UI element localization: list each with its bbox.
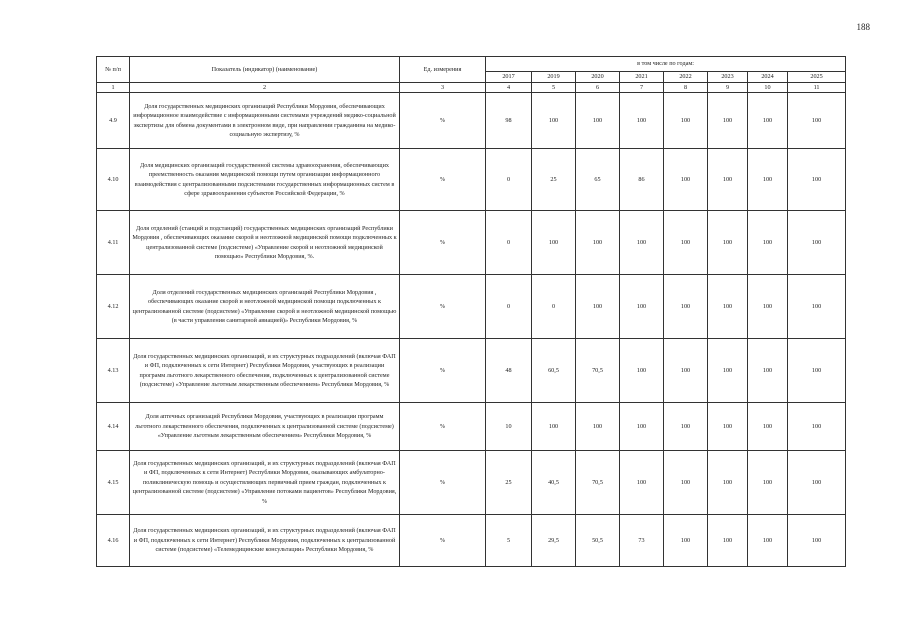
column-number: 5 [532, 82, 576, 93]
table-row [97, 339, 846, 403]
value-cell: 100 [748, 93, 788, 149]
value-cell: 100 [708, 211, 748, 275]
value-cell: 0 [486, 149, 532, 211]
header-year: 2017 [486, 72, 532, 83]
value-cell: 100 [620, 275, 664, 339]
value-cell: 100 [708, 339, 748, 403]
value-cell: 100 [788, 149, 846, 211]
value-cell: 100 [748, 403, 788, 451]
header-year: 2022 [664, 72, 708, 83]
value-cell: 100 [788, 451, 846, 515]
indicator-text: Доля государственных медицинских организаций, и их структурных подразделений (включая ФАП и ФП, подключенных к сети Интернет) Республики Мордовия, подключенных к централизованной системе (подсистеме) «Телемедицинские консультации» Республики Мордовия, % [130, 515, 400, 567]
unit-cell: % [400, 93, 486, 149]
header-num: № п/п [97, 57, 130, 83]
value-cell: 70,5 [576, 451, 620, 515]
value-cell: 100 [788, 211, 846, 275]
table-row [97, 211, 846, 275]
column-number: 2 [130, 82, 400, 93]
value-cell: 5 [486, 515, 532, 567]
value-cell: 100 [708, 149, 748, 211]
value-cell: 25 [532, 149, 576, 211]
table-row [97, 515, 846, 567]
value-cell: 100 [788, 93, 846, 149]
value-cell: 100 [788, 403, 846, 451]
value-cell: 100 [576, 403, 620, 451]
row-number: 4.13 [97, 339, 130, 403]
header-year: 2019 [532, 72, 576, 83]
value-cell: 100 [664, 339, 708, 403]
table-row [97, 275, 846, 339]
value-cell: 100 [664, 451, 708, 515]
table-row [97, 451, 846, 515]
header-year: 2023 [708, 72, 748, 83]
column-number: 3 [400, 82, 486, 93]
value-cell: 100 [620, 339, 664, 403]
value-cell: 100 [708, 403, 748, 451]
value-cell: 100 [664, 515, 708, 567]
value-cell: 100 [532, 403, 576, 451]
value-cell: 100 [748, 211, 788, 275]
unit-cell: % [400, 211, 486, 275]
row-number: 4.12 [97, 275, 130, 339]
header-year: 2020 [576, 72, 620, 83]
header-year: 2021 [620, 72, 664, 83]
value-cell: 100 [708, 451, 748, 515]
value-cell: 100 [664, 211, 708, 275]
value-cell: 100 [788, 515, 846, 567]
value-cell: 100 [576, 275, 620, 339]
column-number-row [97, 82, 846, 93]
column-number: 6 [576, 82, 620, 93]
column-number: 11 [788, 82, 846, 93]
row-number: 4.9 [97, 93, 130, 149]
indicator-text: Доля медицинских организаций государственной системы здравоохранения, обеспечивающих преемственность оказания медицинской помощи путем организации информационного взаимодействия с централизованными подсистемами государственных информационных систем в сфере здравоохранения субъектов Российской Федерации, % [130, 149, 400, 211]
value-cell: 100 [620, 451, 664, 515]
value-cell: 100 [748, 275, 788, 339]
value-cell: 98 [486, 93, 532, 149]
value-cell: 100 [576, 211, 620, 275]
value-cell: 100 [748, 451, 788, 515]
value-cell: 70,5 [576, 339, 620, 403]
value-cell: 100 [788, 339, 846, 403]
table-row [97, 403, 846, 451]
column-number: 4 [486, 82, 532, 93]
header-years-group: в том числе по годам: [486, 57, 846, 72]
value-cell: 48 [486, 339, 532, 403]
indicator-text: Доля отделений государственных медицинских организаций Республики Мордовия , обеспечивающих оказание скорой и неотложной медицинской помощи подключенных к централизованной системе (подсистеме) «Управление скорой и неотложной медицинской помощью (в части управления санитарной авиацией)» Республики Мордовия, % [130, 275, 400, 339]
value-cell: 86 [620, 149, 664, 211]
value-cell: 25 [486, 451, 532, 515]
table-body [97, 93, 846, 567]
value-cell: 0 [486, 275, 532, 339]
header-indicator: Показатель (индикатор) (наименование) [130, 57, 400, 83]
value-cell: 100 [664, 275, 708, 339]
value-cell: 100 [708, 275, 748, 339]
unit-cell: % [400, 275, 486, 339]
table-row [97, 149, 846, 211]
value-cell: 0 [532, 275, 576, 339]
unit-cell: % [400, 149, 486, 211]
value-cell: 100 [620, 403, 664, 451]
row-number: 4.16 [97, 515, 130, 567]
value-cell: 100 [748, 339, 788, 403]
value-cell: 10 [486, 403, 532, 451]
indicator-text: Доля аптечных организаций Республики Мордовия, участвующих в реализации программ льготного лекарственного обеспечения, подключенных к централизованной системе (подсистеме) «Управление льготным лекарственным обеспечением» Республики Мордовия, % [130, 403, 400, 451]
column-number: 7 [620, 82, 664, 93]
unit-cell: % [400, 403, 486, 451]
row-number: 4.15 [97, 451, 130, 515]
indicator-text: Доля государственных медицинских организаций, и их структурных подразделений (включая ФАП и ФП, подключенных к сети Интернет) Республики Мордовия, оказывающих амбулаторно-поликлиническую помощь и осуществляющих первичный прием граждан, подключенных к централизованной системе (подсистеме) «Управление потоками пациентов» Республики Мордовия, % [130, 451, 400, 515]
column-number: 8 [664, 82, 708, 93]
value-cell: 100 [664, 403, 708, 451]
value-cell: 100 [748, 515, 788, 567]
value-cell: 65 [576, 149, 620, 211]
value-cell: 100 [532, 93, 576, 149]
value-cell: 100 [708, 93, 748, 149]
indicator-text: Доля отделений (станций и подстанций) государственных медицинских организаций Республики Мордовия , обеспечивающих оказание скорой и неотложной медицинской помощи подключенных к централизованной системе (подсистеме) «Управление скорой и неотложной медицинской помощью» Республики Мордовия, %. [130, 211, 400, 275]
indicators-table [96, 56, 846, 567]
value-cell: 100 [664, 149, 708, 211]
unit-cell: % [400, 339, 486, 403]
row-number: 4.10 [97, 149, 130, 211]
value-cell: 100 [708, 515, 748, 567]
value-cell: 60,5 [532, 339, 576, 403]
value-cell: 0 [486, 211, 532, 275]
value-cell: 100 [620, 211, 664, 275]
header-year: 2025 [788, 72, 846, 83]
table-header [97, 57, 846, 93]
value-cell: 73 [620, 515, 664, 567]
unit-cell: % [400, 515, 486, 567]
header-year: 2024 [748, 72, 788, 83]
value-cell: 40,5 [532, 451, 576, 515]
value-cell: 100 [620, 93, 664, 149]
unit-cell: % [400, 451, 486, 515]
value-cell: 100 [748, 149, 788, 211]
indicator-text: Доля государственных медицинских организаций, и их структурных подразделений (включая ФАП и ФП, подключенных к сети Интернет) Республики Мордовия, участвующих в реализации программ льготного лекарственного обеспечения, подключенных к централизованной системе (подсистеме) «Управление льготным лекарственным обеспечением» Республики Мордовия, % [130, 339, 400, 403]
value-cell: 100 [576, 93, 620, 149]
value-cell: 29,5 [532, 515, 576, 567]
column-number: 1 [97, 82, 130, 93]
page-number: 188 [856, 22, 870, 32]
column-number: 9 [708, 82, 748, 93]
value-cell: 50,5 [576, 515, 620, 567]
table-row [97, 93, 846, 149]
indicator-text: Доля государственных медицинских организаций Республики Мордовия, обеспечивающих информационное взаимодействие с информационными системами учреждений медико-социальной экспертизы для обмена документами в электронном виде, при направлении гражданина на медико-социальную экспертизу, % [130, 93, 400, 149]
row-number: 4.14 [97, 403, 130, 451]
value-cell: 100 [664, 93, 708, 149]
value-cell: 100 [788, 275, 846, 339]
row-number: 4.11 [97, 211, 130, 275]
column-number: 10 [748, 82, 788, 93]
header-unit: Ед. измерения [400, 57, 486, 83]
value-cell: 100 [532, 211, 576, 275]
